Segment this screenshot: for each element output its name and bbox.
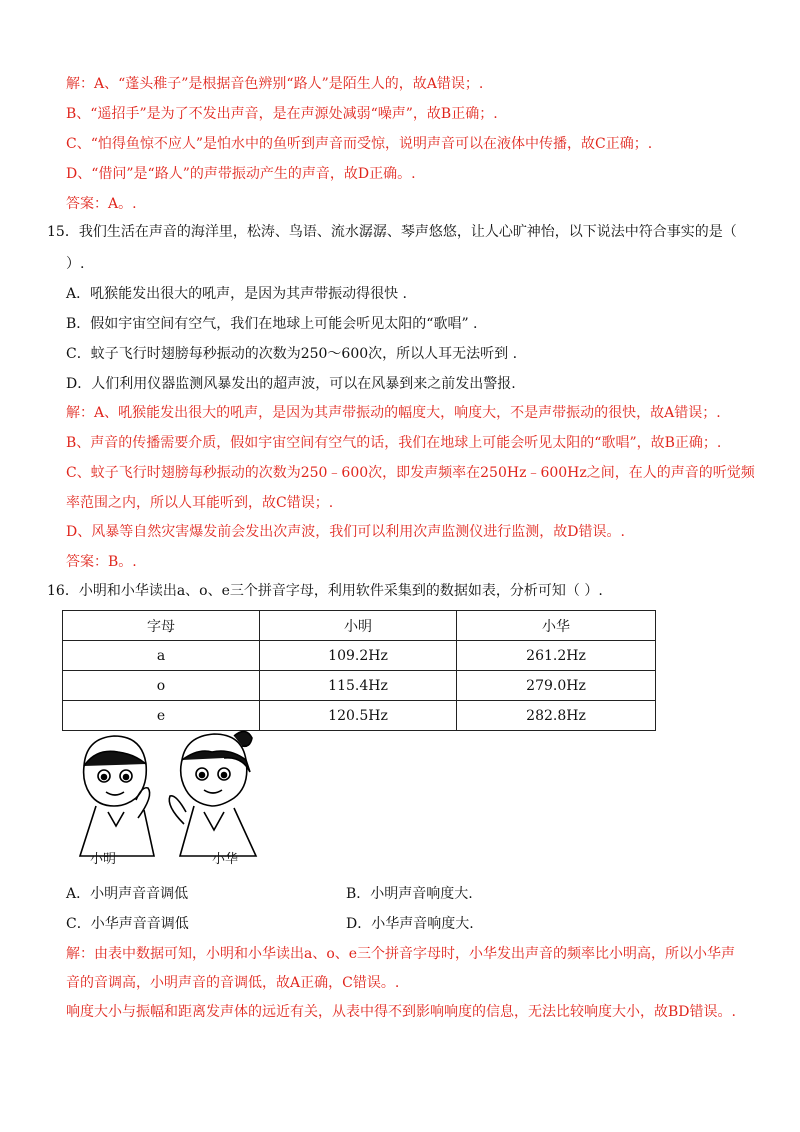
solution-line: 解：A、“蓬头稚子”是根据音色辨别“路人”是陌生人的，故A错误；. [66, 76, 484, 92]
solution-line: 解：由表中数据可知，小明和小华读出a、o、e三个拼音字母时，小华发出声音的频率比小明高，所以小华声 [66, 946, 736, 962]
option-b: B．小明声音响度大. [346, 886, 473, 902]
table-cell: o [63, 671, 260, 701]
solution-line: C、蚊子飞行时翅膀每秒振动的次数为250﹣600次，即发声频率在250Hz﹣600Hz之间，在人的声音的听觉频 [66, 465, 755, 481]
caption-xiaohua: 小华 [212, 852, 239, 867]
question-stem: 16．小明和小华读出a、o、e三个拼音字母，利用软件采集到的数据如表，分析可知（ ）. [47, 583, 603, 599]
table-cell: a [63, 641, 260, 671]
table-cell: 261.2Hz [457, 641, 656, 671]
solution-line: B、声音的传播需要介质，假如宇宙空间有空气的话，我们在地球上可能会听见太阳的“歌唱”，故B正确；. [66, 435, 722, 451]
table-cell: e [63, 701, 260, 731]
table-cell: 109.2Hz [260, 641, 457, 671]
solution-line: C、“怕得鱼惊不应人”是怕水中的鱼听到声音而受惊，说明声音可以在液体中传播，故C正确；. [66, 136, 653, 152]
table-cell: 115.4Hz [260, 671, 457, 701]
cartoon-children-image [74, 726, 274, 864]
solution-line: D、“借问”是“路人”的声带振动产生的声音，故D正确。. [66, 166, 416, 182]
table-row [63, 671, 656, 701]
solution-line: 率范围之内，所以人耳能听到，故C错误；. [66, 495, 334, 511]
option-d: D．人们利用仪器监测风暴发出的超声波，可以在风暴到来之前发出警报. [66, 376, 516, 392]
answer-line: 答案：A。. [66, 196, 137, 212]
option-c: C．小华声音音调低 [66, 916, 189, 932]
table-header: 小华 [457, 611, 656, 641]
option-d: D．小华声音响度大. [346, 916, 474, 932]
question-stem: 15．我们生活在声音的海洋里，松涛、鸟语、流水潺潺、琴声悠悠，让人心旷神怡，以下说法中符合事实的是（ [47, 224, 737, 240]
frequency-table [62, 610, 656, 731]
table-row [63, 641, 656, 671]
solution-line: B、“遥招手”是为了不发出声音，是在声源处减弱“噪声”，故B正确；. [66, 106, 498, 122]
table-cell: 120.5Hz [260, 701, 457, 731]
solution-line: D、风暴等自然灾害爆发前会发出次声波，我们可以利用次声监测仪进行监测，故D错误。. [66, 524, 625, 540]
option-b: B．假如宇宙空间有空气，我们在地球上可能会听见太阳的“歌唱” . [66, 316, 478, 332]
solution-line: 音的音调高，小明声音的音调低，故A正确，C错误。. [66, 975, 400, 991]
table-header: 字母 [63, 611, 260, 641]
table-cell: 282.8Hz [457, 701, 656, 731]
children-illustration [74, 726, 274, 864]
table-header: 小明 [260, 611, 457, 641]
table-cell: 279.0Hz [457, 671, 656, 701]
solution-line: 响度大小与振幅和距离发声体的远近有关，从表中得不到影响响度的信息，无法比较响度大小，故BD错误。. [66, 1004, 736, 1020]
option-a: A．吼猴能发出很大的吼声，是因为其声带振动得很快 . [66, 286, 408, 302]
question-stem-end: ）. [66, 256, 85, 272]
option-a: A．小明声音音调低 [66, 886, 189, 902]
answer-line: 答案：B。. [66, 554, 137, 570]
option-c: C．蚊子飞行时翅膀每秒振动的次数为250～600次，所以人耳无法听到 . [66, 346, 518, 362]
caption-xiaoming: 小明 [90, 852, 117, 867]
solution-line: 解：A、吼猴能发出很大的吼声，是因为其声带振动的幅度大，响度大，不是声带振动的很快，故A错误；. [66, 405, 721, 421]
table-header-row [63, 611, 656, 641]
